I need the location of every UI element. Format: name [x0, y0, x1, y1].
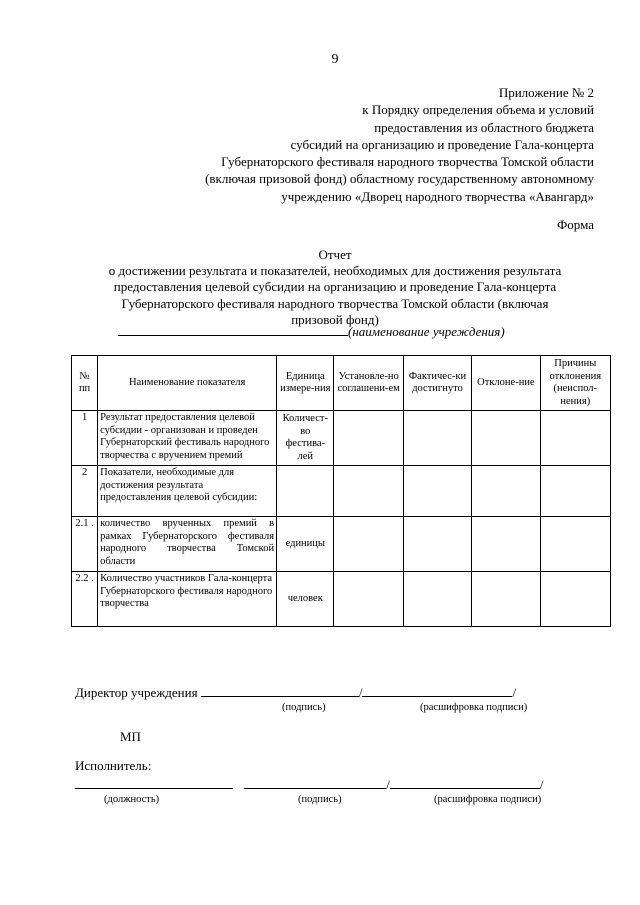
report-heading — [70, 247, 600, 328]
row-deviation-cell[interactable] — [472, 517, 540, 572]
row-deviation-cell[interactable] — [472, 572, 540, 627]
indicators-table — [71, 355, 611, 627]
executor-position-hint: (должность) — [104, 794, 160, 805]
executor-signature-row: / / — [75, 776, 544, 793]
director-signature-hint: (подпись) — [282, 702, 326, 713]
table-row — [72, 517, 611, 572]
table-row — [72, 411, 611, 466]
row-num: 2.1 . — [72, 517, 98, 572]
executor-signature-hint: (подпись) — [298, 794, 342, 805]
report-title: Отчет — [318, 247, 352, 262]
row-num: 2 — [72, 466, 98, 517]
appendix-line: Приложение № 2 — [498, 85, 594, 100]
director-decryption-hint: (расшифровка подписи) — [420, 702, 528, 713]
appendix-line: к Порядку определения объема и условий — [362, 102, 594, 118]
form-label: Форма — [557, 217, 594, 232]
row-num: 1 — [72, 411, 98, 466]
report-subtitle-line: призовой фонд) — [291, 311, 379, 327]
executor-decryption-line[interactable] — [390, 776, 540, 789]
institution-blank-line[interactable] — [118, 324, 348, 336]
table-row — [72, 466, 611, 517]
row-unit: единицы — [277, 517, 334, 572]
row-reasons-cell[interactable] — [540, 517, 610, 572]
row-actual-cell[interactable] — [403, 466, 471, 517]
row-name: Результат предоставления целевой субсидии - организован и проведен Губернаторский фестиваль народного творчества с вручением премий — [98, 411, 277, 466]
institution-hint: (наименование учреждения) — [348, 324, 505, 339]
header-planned: Установле-но соглашени-ем — [334, 356, 403, 411]
appendix-line: (включая призовой фонд) областному государственному автономному — [205, 171, 594, 187]
report-subtitle-line: о достижении результата и показателей, необходимых для достижения результата — [108, 263, 562, 279]
appendix-line: Губернаторского фестиваля народного творчества Томской области — [221, 154, 594, 170]
stamp-label: МП — [120, 729, 141, 744]
executor-decryption-hint: (расшифровка подписи) — [434, 794, 542, 805]
row-deviation-cell[interactable] — [472, 466, 540, 517]
row-unit — [277, 466, 334, 517]
table-header-row — [72, 356, 611, 411]
row-planned-cell[interactable] — [334, 517, 403, 572]
director-signature-line[interactable] — [201, 684, 359, 697]
director-signature-row: Директор учреждения / / — [75, 685, 517, 700]
executor-position-line[interactable] — [75, 776, 233, 789]
executor-label: Исполнитель: — [75, 758, 152, 773]
row-planned-cell[interactable] — [334, 572, 403, 627]
header-actual: Фактичес-ки достигнуто — [403, 356, 471, 411]
row-reasons-cell[interactable] — [540, 411, 610, 466]
appendix-line: субсидий на организацию и проведение Гала-концерта — [290, 136, 594, 152]
header-num: № пп — [72, 356, 98, 411]
row-reasons-cell[interactable] — [540, 572, 610, 627]
row-actual-cell[interactable] — [403, 572, 471, 627]
row-actual-cell[interactable] — [403, 517, 471, 572]
row-actual-cell[interactable] — [403, 411, 471, 466]
director-label: Директор учреждения — [75, 685, 198, 700]
row-unit: Количест-во фестива-лей — [277, 411, 334, 466]
header-unit: Единица измере-ния — [277, 356, 334, 411]
director-decryption-line[interactable] — [362, 684, 512, 697]
row-name: Количество участников Гала-концерта Губернаторского фестиваля народного творчества — [98, 572, 277, 627]
appendix-line: учреждению «Дворец народного творчества «Авангард» — [281, 188, 594, 204]
row-name: количество врученных премий в рамках Губернаторского фестиваля народного творчества Томской области — [98, 517, 277, 572]
header-reasons: Причины отклонения (неиспол-нения) — [540, 356, 610, 411]
header-name: Наименование показателя — [98, 356, 277, 411]
report-subtitle-line: Губернаторского фестиваля народного творчества Томской области (включая — [121, 295, 549, 311]
executor-signature-line[interactable] — [244, 776, 386, 789]
table-row — [72, 572, 611, 627]
row-deviation-cell[interactable] — [472, 411, 540, 466]
row-name: Показатели, необходимые для достижения результата предоставления целевой субсидии: — [98, 466, 277, 517]
appendix-header — [34, 84, 594, 205]
header-deviation: Отклоне-ние — [472, 356, 540, 411]
report-subtitle-line: предоставления целевой субсидии на организацию и проведение Гала-концерта — [113, 279, 557, 295]
appendix-line: предоставления из областного бюджета — [374, 119, 594, 135]
row-planned-cell[interactable] — [334, 466, 403, 517]
page-number: 9 — [331, 52, 339, 67]
row-planned-cell[interactable] — [334, 411, 403, 466]
row-reasons-cell[interactable] — [540, 466, 610, 517]
institution-name-field[interactable] — [118, 324, 505, 340]
row-num: 2.2 . — [72, 572, 98, 627]
row-unit: человек — [277, 572, 334, 627]
